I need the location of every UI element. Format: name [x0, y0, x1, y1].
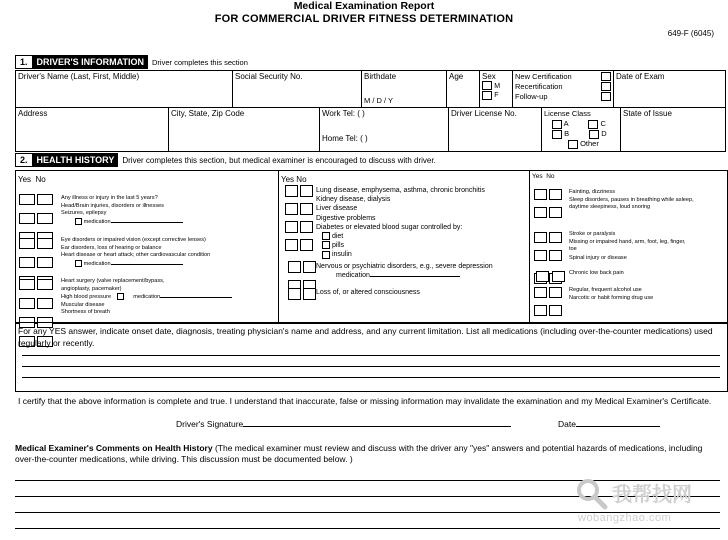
cert-type-field — [513, 71, 614, 108]
q-breath-text: Shortness of breath — [61, 309, 110, 316]
health-divider-1 — [278, 170, 279, 322]
q-lung-yes[interactable] — [285, 185, 298, 197]
sex-m-checkbox[interactable] — [482, 81, 492, 90]
col3-yes-no-header — [532, 173, 555, 180]
magnifier-icon — [574, 476, 608, 510]
col3-no-label: No — [546, 173, 555, 180]
exam-date-field[interactable] — [614, 71, 726, 108]
birthdate-label: Birthdate — [364, 72, 397, 81]
certification-text: I certify that the above information is complete and true. I understand that inaccurate, false or missing information may invalidate the examination and my Medical Examiner's Certificate. — [18, 396, 712, 406]
q-heart-med-label: medication — [83, 260, 111, 267]
section-2-title: HEALTH HISTORY — [33, 153, 119, 167]
class-d-checkbox[interactable] — [589, 130, 599, 139]
signature-line[interactable] — [243, 426, 511, 427]
q-limb-yes[interactable] — [534, 250, 547, 261]
q-bp-med-label: medication — [133, 293, 161, 300]
q-bp-med-line[interactable] — [160, 297, 232, 298]
exam-date-label: Date of Exam — [616, 72, 665, 81]
q-digestive-text: Digestive problems — [316, 214, 376, 222]
city-label: City, State, Zip Code — [171, 109, 245, 118]
q-limb-no[interactable] — [549, 250, 562, 261]
sex-m-label: M — [494, 83, 501, 90]
birthdate-format: M / D / Y — [364, 96, 394, 105]
col3-questions-d — [569, 287, 724, 302]
q-alcohol-no[interactable] — [549, 287, 562, 298]
q-head-yes[interactable] — [19, 213, 35, 224]
q-stroke-text: Stroke or paralysis — [569, 231, 616, 237]
q-drug-yes[interactable] — [534, 305, 547, 316]
q-head-text: Head/Brain injuries, disorders or illnesses — [61, 202, 164, 209]
signature-row — [176, 419, 511, 429]
examiner-comments-text — [15, 443, 715, 465]
q-nervous-no[interactable] — [303, 261, 316, 273]
q-faint-text: Fainting, dizziness — [569, 189, 616, 195]
cert-follow-label: Follow-up — [515, 92, 548, 101]
home-tel-label[interactable]: Home Tel: ( ) — [322, 134, 368, 143]
city-field[interactable] — [169, 108, 320, 152]
q-digestive-no[interactable] — [300, 239, 313, 251]
driver-info-row-2 — [15, 107, 726, 152]
col3-boxes-d — [534, 285, 562, 321]
yes-details-line-2[interactable] — [22, 366, 720, 367]
q-illness-no[interactable] — [37, 194, 53, 205]
watermark — [574, 474, 724, 530]
q-seizure-text: Seizures, epilepsy — [61, 210, 107, 217]
col1-questions-d — [61, 293, 276, 317]
q-eye-yes[interactable] — [19, 238, 35, 249]
date-line[interactable] — [576, 426, 660, 427]
q-bp-med-checkbox[interactable] — [117, 293, 124, 300]
q-seizure-med-line[interactable] — [111, 222, 183, 223]
section-2-number: 2. — [15, 153, 33, 167]
q-nervous-med-line[interactable] — [370, 276, 460, 277]
q-kidney-no[interactable] — [300, 203, 313, 215]
section-2-heading — [15, 153, 436, 167]
yes-instructions: For any YES answer, indicate onset date, diagnosis, treating physician's name and address, and any current limitation. List all medications (including over-the-counter medications) used regularly or recently. — [18, 326, 713, 348]
q-muscle-text: Muscular disease — [61, 301, 105, 308]
state-label: State of Issue — [623, 109, 672, 118]
q-kidney-text: Kidney disease, dialysis — [316, 196, 391, 204]
q-heart-med-line[interactable] — [111, 264, 183, 265]
sex-field — [480, 71, 513, 108]
name-field[interactable] — [16, 71, 233, 108]
q-nervous-med-label: medication — [336, 272, 370, 280]
q-seizure-med-checkbox[interactable] — [75, 218, 82, 225]
cert-re-label: Recertification — [515, 82, 563, 91]
ssn-field[interactable] — [233, 71, 362, 108]
address-field[interactable] — [16, 108, 169, 152]
form-number: 649-F (6045) — [667, 29, 714, 38]
q-alcohol-yes[interactable] — [534, 287, 547, 298]
q-sleep-text: Sleep disorders, pauses in breathing while asleep, daytime sleepiness, loud snoring — [569, 196, 694, 211]
class-c-label: C — [600, 119, 606, 128]
q-illness-text: Any illness or injury in the last 5 years? — [61, 195, 158, 201]
col2-question-c — [316, 288, 526, 297]
q-lung-no[interactable] — [300, 185, 313, 197]
cert-re-checkbox[interactable] — [601, 82, 611, 91]
cert-new-label: New Certification — [515, 72, 572, 81]
q-kidney-yes[interactable] — [285, 203, 298, 215]
license-no-label: Driver License No. — [451, 109, 517, 118]
phone-field — [320, 108, 449, 152]
page-subtitle: FOR COMMERCIAL DRIVER FITNESS DETERMINATION — [214, 13, 514, 25]
age-label: Age — [449, 72, 464, 81]
q-surgery-no[interactable] — [37, 279, 53, 290]
q-conscious-yes[interactable] — [288, 288, 301, 300]
health-divider-2 — [529, 170, 530, 322]
class-a-checkbox[interactable] — [552, 120, 562, 129]
class-b-checkbox[interactable] — [552, 130, 562, 139]
q-eye-no[interactable] — [37, 238, 53, 249]
q-bp-yes[interactable] — [19, 298, 35, 309]
col1-questions-c — [61, 278, 166, 293]
age-field[interactable] — [447, 71, 480, 108]
class-other-checkbox[interactable] — [568, 140, 578, 149]
examiner-instructions: (The medical examiner must review and discuss with the driver any "yes" answers and potential hazards of medications, including over-the-counter medications, while driving. This discussion must be documented below. ) — [15, 443, 703, 464]
q-surgery-text: Heart surgery (valve replacement/bypass, angioplasty, pacemaker) — [61, 278, 165, 292]
col1-yes-no-header — [18, 175, 46, 184]
ssn-label: Social Security No. — [235, 72, 303, 81]
name-label: Driver's Name (Last, First, Middle) — [18, 72, 140, 81]
col3-yes-label: Yes — [532, 173, 543, 180]
q-eye-text: Eye disorders or impaired vision (except corrective lenses) — [61, 237, 206, 243]
q-conscious-text: Loss of, or altered consciousness — [316, 289, 420, 296]
q-lung-text: Lung disease, emphysema, asthma, chronic bronchitis — [316, 187, 485, 194]
section-1-title: DRIVER'S INFORMATION — [33, 55, 148, 69]
q-alcohol-text: Regular, frequent alcohol use — [569, 287, 642, 293]
col3-questions-b — [569, 231, 724, 262]
q-seizure-med-label: medication — [83, 218, 111, 225]
q-heart-med-checkbox[interactable] — [75, 260, 82, 267]
q-back-yes[interactable] — [536, 271, 549, 282]
q-heart-text: Heart disease or heart attack; other cardiovascular condition — [61, 252, 211, 259]
q-bp-text: High blood pressure — [61, 293, 112, 300]
class-c-checkbox[interactable] — [588, 120, 598, 129]
sex-f-label: F — [494, 92, 499, 100]
section-1-number: 1. — [15, 55, 33, 69]
q-spinal-text: Spinal injury or disease — [569, 254, 627, 261]
col2-questions-b — [316, 262, 526, 280]
q-illness-yes[interactable] — [19, 194, 35, 205]
class-b-label: B — [564, 129, 570, 138]
q-stroke-no[interactable] — [549, 232, 562, 243]
cert-follow-checkbox[interactable] — [601, 92, 611, 101]
q-conscious-no[interactable] — [303, 288, 316, 300]
col1-yes-label: Yes — [18, 175, 32, 184]
birthdate-field[interactable] — [362, 71, 447, 108]
col3-boxes-a — [534, 187, 562, 223]
col3-question-c — [569, 270, 724, 278]
address-label: Address — [18, 109, 48, 118]
q-bp-no[interactable] — [37, 298, 53, 309]
license-class-label: License Class — [544, 109, 591, 118]
q-back-text: Chronic low back pain — [569, 270, 624, 276]
diet-label: diet — [331, 233, 344, 241]
q-faint-yes[interactable] — [534, 189, 547, 200]
examiner-heading: Medical Examiner's Comments on Health History — [15, 443, 213, 453]
pills-checkbox[interactable] — [322, 241, 330, 249]
pills-label: pills — [331, 242, 345, 250]
driver-info-row-1 — [15, 70, 726, 108]
col3-questions-a — [569, 189, 724, 212]
col1-no-label: No — [35, 175, 46, 184]
q-liver-text: Liver disease — [316, 205, 358, 213]
col2-yes-label: Yes — [281, 175, 295, 184]
q-faint-no[interactable] — [549, 189, 562, 200]
section-2-note: Driver completes this section, but medical examiner is encouraged to discuss with driver. — [122, 155, 436, 165]
q-drug-no[interactable] — [549, 305, 562, 316]
q-ear-text: Ear disorders, loss of hearing or balance — [61, 244, 162, 251]
insulin-checkbox[interactable] — [322, 251, 330, 259]
cert-new-checkbox[interactable] — [601, 72, 611, 81]
page-title: Medical Examination Report — [293, 0, 435, 12]
section-1-note: Driver completes this section — [152, 57, 248, 67]
class-a-label: A — [563, 119, 569, 128]
col2-boxes — [285, 184, 313, 256]
section-1-heading — [15, 55, 248, 69]
col2-no-label: No — [296, 175, 307, 184]
q-sleep-no[interactable] — [549, 207, 562, 218]
q-drug-text: Narcotic or habit forming drug use — [569, 294, 654, 301]
state-field[interactable] — [621, 108, 726, 152]
class-d-label: D — [601, 129, 607, 138]
q-nervous-yes[interactable] — [288, 261, 301, 273]
q-sleep-yes[interactable] — [534, 207, 547, 218]
q-nervous-text: Nervous or psychiatric disorders, e.g., severe depression — [316, 263, 493, 270]
col1-questions-b — [61, 237, 276, 268]
watermark-url: wobangzhao.com — [578, 512, 672, 524]
q-head-no[interactable] — [37, 213, 53, 224]
sex-f-checkbox[interactable] — [482, 91, 492, 100]
sex-label: Sex — [482, 72, 496, 81]
watermark-brand: 我帮找网 — [612, 482, 692, 506]
col1-questions-a — [61, 195, 276, 226]
q-limb-text: Missing or impaired hand, arm, foot, leg, finger, toe — [569, 238, 686, 253]
date-label: Date — [558, 419, 576, 429]
insulin-label: insulin — [331, 251, 352, 259]
q-back-no[interactable] — [552, 271, 565, 282]
yes-details-line-3[interactable] — [22, 377, 720, 378]
q-liver-yes[interactable] — [285, 221, 298, 233]
q-diabetes-text: Diabetes or elevated blood sugar controlled by: — [316, 223, 463, 231]
signature-label: Driver's Signature — [176, 419, 244, 429]
col2-boxes-c — [288, 287, 316, 305]
q-surgery-yes[interactable] — [19, 279, 35, 290]
date-row — [558, 419, 660, 429]
col2-questions — [316, 186, 526, 260]
q-liver-no[interactable] — [300, 221, 313, 233]
q-ear-no[interactable] — [37, 257, 53, 268]
q-stroke-yes[interactable] — [534, 232, 547, 243]
yes-details-line-1[interactable] — [22, 355, 720, 356]
class-other-label: Other — [580, 139, 599, 148]
q-digestive-yes[interactable] — [285, 239, 298, 251]
q-ear-yes[interactable] — [19, 257, 35, 268]
diet-checkbox[interactable] — [322, 232, 330, 240]
col2-yes-no-header — [281, 175, 307, 184]
license-no-field[interactable] — [449, 108, 542, 152]
license-class-field — [542, 108, 621, 152]
work-tel-label[interactable]: Work Tel: ( ) — [322, 109, 365, 118]
